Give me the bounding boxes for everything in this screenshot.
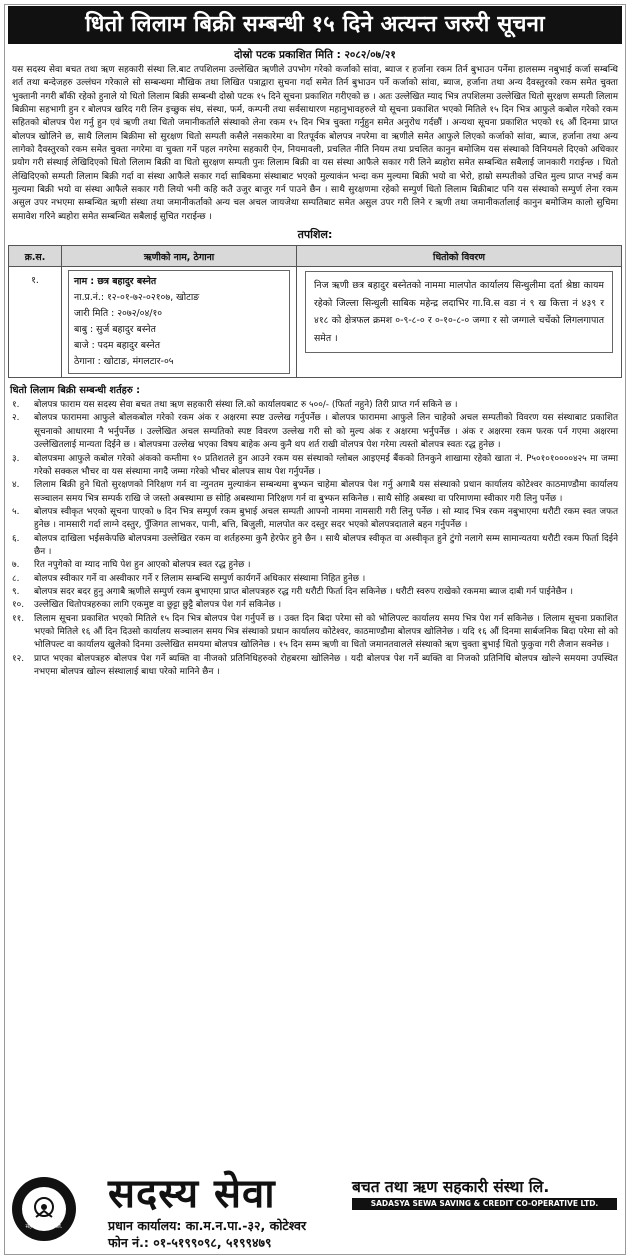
citizenship-number: ना.प्र.नं.: १२-०१-७२-०२१०७, खोटाङ [74,292,200,304]
footer [12,1171,618,1251]
list-item [12,412,618,452]
term-number: ६. [12,533,20,544]
borrower-cell [62,267,297,378]
list-item [12,573,618,586]
term-text: बोलपत्र दाखिला भईसकेपछि बोलपत्रमा उल्लेखित रकम वा शर्तहरुमा कुनै हेरफेर हुने छैन । साथै बोलपत्र स्वीकृत वा अस्वीकृत हुने टुंगो नलागे सम्म सामान्यतया धरौटी रकम फिर्ता दिईने छैन । [34,533,618,557]
logo-text: सहकारी संस्था लि. [25,1224,63,1230]
list-item [12,453,618,480]
collateral-description: निज ऋणी छत्र बहादुर बस्नेतको नाममा मालपोत कार्यालय सिन्धुलीमा दर्ता श्रेष्ठा कायम रहेको जिल्ला सिन्धुली साबिक महेन्द्र लदाभिर गा.वि.स वडा नं ९ ख कित्ता नं ४३९ र ४१८ को क्षेत्रफल क्रमश ०-९-८-० र ०-१०-८-० जग्गा र सो जग्गाले चर्चेको लिगलगापात समेत । [305,271,613,353]
publication-date: दोस्रो पटक प्रकाशित मिति : २०८२/०७/२१ [234,49,396,61]
brand-english: SADASYA SEWA SAVING & CREDIT CO-OPERATIVE LTD. [352,1198,617,1210]
term-number: १२. [12,653,25,664]
term-text: लिलाम बिक्री हुने धितो सुरक्षणको निरिक्षण गर्न वा न्युनतम मुल्याकंन सम्बन्धमा बुभ्फन चाहेमा बोलपत्र पेश गर्नु अगाबै यस संस्थाको प्रधान कार्यालय कोटेश्वर काठमाण्डौमा कार्यालय सञ्चालन समय भित्र सम्पर्क राखि जे जस्तो अबस्थामा छ सोहि अबस्थामा निरिक्षण गर्न वा बुभ्फन सकिनेछ । साथै सोहि अबस्था वा परिमाणमा स्वीकार गरी लिनु पर्नेछ । [34,480,618,504]
terms-title: धितो लिलाम बिक्री सम्बन्धी शर्तहरु : [10,385,141,397]
term-number: १०. [12,600,25,611]
list-item [12,599,618,612]
grandfather-name: बाजे : पदम बहादुर बस्नेत [74,340,161,352]
issue-date: जारी मिति : २०७२/०४/१० [74,308,163,320]
list-item [12,559,618,572]
terms-list [8,399,622,679]
term-number: ८. [12,573,20,584]
term-number: ९. [12,586,20,597]
term-text: रित नपुगेको वा म्याद नाघि पेश हुन आएको बोलपत्र स्वत रद्ध हुनेछ । [34,560,251,571]
term-number: ११. [12,613,25,624]
term-number: ७. [12,560,20,571]
brand-subtitle: बचत तथा ऋण सहकारी संस्था लि. [352,1178,550,1196]
phone-numbers: फोन नं.: ०१-५१९९०९८, ५१९९४७९ [108,1235,272,1250]
term-text: बोलपत्रमा आफुले कबोल गरेको अंकको कम्तीमा १० प्रतिशतले हुन आउने रकम यस संस्थाको ग्लोबल आइएमई बैंकको तिनकुने शाखामा रहेको खाता नं. P५०१०१००००४२५ मा जम्मा गरेको सक्कल भौचर वा यस संस्थामा नगदै जम्मा गरेको भौचर बोलपत्र साथ पेश गर्नुपर्नेछ । [34,453,618,477]
term-text: प्राप्त भएका बोलपत्रहरु बोलपत्र पेश गर्ने ब्यक्ति वा नीजको प्रतिनिधिहरुको रोहबरमा खोलिनेछ । यदी बोलपत्र पेश गर्ने ब्यक्ति वा निजको प्रतिनिधि बोलपत्र खोल्ने समयमा उपस्थित नभएमा बोलपत्र खोल्न संस्थालाई बाधा परेको मानिने छैन । [34,653,618,677]
notice-title: धितो लिलाम बिक्री सम्बन्धी १५ दिने अत्यन्त जरुरी सूचना [8,6,622,44]
serial-cell: १. [9,267,62,378]
details-table [8,245,622,378]
col-borrower: ऋणीको नाम, ठेगाना [62,246,297,267]
details-header-row [9,246,622,267]
term-text: बोलपत्र स्वीकार गर्ने वा अस्वीकार गर्ने र लिलाम सम्बन्धि सम्पुर्ण कार्यगर्ने अधिकार संस्थामा निहित हुनेछ । [34,573,366,584]
term-number: १. [12,400,20,411]
term-number: ५. [12,506,20,517]
head-office-address: प्रधान कार्यालय: का.म.न.पा.-३२, कोटेश्वर [108,1218,307,1233]
term-number: ३. [12,453,20,464]
term-text: बोलपत्र स्वीकृत भएको सूचना पाएको ७ दिन भित्र सम्पुर्ण रकम बुभाई अचल सम्पती आफ्नो नाममा नामसारी गरी लिनु पर्नेछ । सो म्याद भित्र रकम नबुभाएमा धरौटी रकम स्वत जफत हुनेछ । नामसारी गर्दा लाग्ने दस्तुर, पुँजिगत लाभकर, पानी, बत्ति, बिजुली, मालपोत कर दस्तुर सदर भएको बोलपत्रदाताले बहन गर्नुपर्नेछ । [34,506,618,531]
list-item [12,399,618,412]
list-item [12,613,618,653]
list-item [12,653,618,680]
brand-name: सदस्य सेवा [108,1171,276,1217]
father-name: बाबु : सुर्ज बहादुर बस्नेत [74,324,156,336]
collateral-cell [297,267,622,378]
term-number: २. [12,413,20,424]
list-item [12,586,618,599]
term-text: बोलपत्र सदर बदर हुनु अगाबै ऋणीले सम्पुर्ण रकम बुभाएमा प्राप्त बोलपत्रहरु रद्ध गरी धरौटी फिर्ता दिन सकिनेछ । धरौटी स्वरुप राखेको रकममा ब्याज दाबी गर्न पाईनेछैन । [34,586,574,597]
intro-paragraph: यस सदस्य सेवा बचत तथा ऋण सहकारी संस्था लि.बाट तपशिलमा उल्लेखित ऋणीले उपभोग गरेको कर्जाको सांवा, ब्याज र हर्जाना रकम तिर्न बुभाउन पर्नेमा हालसम्म नबुभाई कर्जा सम्बन्धि शर्त तथा बन्देजहरु उल्लंघन गरेकाले सो सम्बन्धमा मौखिक तथा लिखित पत्राद्वारा सुचना गर्दा समेत तिर्न बुभाउन पर्ने कर्जाको सांवा, ब्याज, हर्जाना तथा अन्य दैवस्तुरको रकम समेत चुक्ता भुक्तानी नगरी बाँकी रहेको हुनाले यो धितो लिलाम बिक्री सम्बन्धी दोस्रो पटक १५ दिने सूचना प्रकाशित गरीएको छ । अतः उल्लेखित म्याद भित्र तपशिलमा उल्लेखित धितो सुरक्षण सम्पती लिलाम बिक्रीमा सहभागी हुन र बोलपत्र खरिद गरी लिन इच्छुक संघ, संस्था, फर्म, कम्पनी तथा सर्वसाधारण महानुभावहरुले यो सूचना प्रकाशित भएको मितिले १५ दिन भित्र आफुले कबोल गरेको रकम सहितको बोलपत्र पेश गर्नु हुन एवं ऋणी तथा धितो जमानीकर्तालेे संस्थाको लेना रकम १५ दिन भित्र चुक्ता गर्नुहुन समेत अनुरोध गर्दछौं । अन्यथा सूचना प्रकाशित भएको १६ औं दिनमा प्राप्त बोलपत्र खोलिने छ, साथै लिलाम बिक्रीमा सो सुरक्षण धितो सम्पती कसैले नसकारेमा वा रितपूर्वक बोलपत्र नपरेमा वा ऋणीले समेत आफुले लिएको कर्जाको सांवा, ब्याज, हर्जाना तथा अन्य लागेको दैवस्तुरको रकम समेत चुक्ता नगरेमा वा चुक्ता गर्ने पहल नगरेमा सहकारी ऐन, नियमावली, प्रचलित नीति नियम तथा प्रचलित कानुन बमोजिम यस संस्थाको विनियमले दिएको अधिकार प्रयोग गरी संस्थाई लेखिदिएको धितो लिलाम बिक्री वा धितो सुरक्षण सम्पती पुनः लिलाम बिक्री वा यस संस्था आफैले सकार गरी लिने ब्यहोरा समेत सम्बन्धित सबैलाई जानकारी गराईन्छ । धितो लेखिदिएको सम्पती लिलाम बिक्री गर्दा वा संस्था आफैले सकार गर्दा साबिकमा संस्थाबाट भएको मुल्याकंन भन्दा कम मुल्यमा बिक्री भयो वा भेरो, हाम्रो सम्पतीको उचित मुल्य प्राप्त नभई कम मुल्यमा बिक्री भयो वा संस्था आफैले सकार गरी लियो भनी कहि कतै उजुर बाजुर गर्न पाउने छैन । साथै सुरक्षणमा रहेको सम्पुर्ण धितो लिलाम बिक्रीबाट पनि यस संस्थाको सम्पुर्ण लेना रकम असुल उपर नभएमा सम्बन्धित ऋणी संस्था तथा जमानीकर्ताको अन्य चल अचल जायजेथा सम्पतिबाट समेत असुल उपर गरी लिने र ऋणी तथा जमानीकर्तालाई कानुन बमोजिम कालो सुचिमा समावेश गरिने ब्यहोरा समेत सम्बन्धित सबैलाई सुचित गराईन्छ । [12,65,618,222]
list-item [12,506,618,533]
col-serial: क्र.स. [9,246,62,267]
cooperative-logo [12,1177,76,1241]
term-text: बोलपत्र फाराम यस सदस्य सेवा बचत तथा ऋण सहकारी संस्था लि.को कार्यालयबाट रु ५००/- (फिर्ता नहुने) तिरी प्राप्त गर्न सकिने छ । [34,400,458,411]
term-text: बोलपत्र फाराममा आफुले बोलकबोल गरेको रकम अंक र अक्षरमा स्पष्ट उल्लेख गर्नुपर्नेछ । बोलपत्र फाराममा आफुले लिन चाहेको अचल सम्पतीको विवरण यस संस्थाबाट प्रकाशित सूचनाको आधारमा नै भर्नुपर्नेछ । उल्लेखित अचल सम्पतिको स्पष्ट विवरण उल्लेख गरी सो को मुल्य अंक र अक्षरमा भर्नुपर्नेछ । अंक र अक्षरमा रकम फरक पर्न गएमा अक्षरमा उल्लेखितलाई मान्यता दिईने छ । बोलपत्रमा उल्लेख भएका विषय बाहेक अन्य कुनै थप शर्त राखी वोलपत्र पेश गरेमा त्यस्तो बोलपत्र स्वतः रद्ध हुनेछ । [34,413,618,451]
term-text: लिलाम सूचना प्रकाशित भएको मितिले १५ दिन भित्र बोलपत्र पेश गर्नुपर्ने छ । उक्त दिन बिदा परेमा सो को भोलिपल्ट कार्यालय समय भित्र पेश गर्न सकिनेछ । लिलाम सूचना प्रकाशित भएको मितिले १६ औं दिन दिउसो कार्यालय सञ्चालन समय भित्र संस्थाको प्रधान कार्यालय कोटेश्वर, काठमाण्डौमा बोलपत्र खोलिनेछ । यदि १६ औं दिनमा सार्बजनिक बिदा परेमा सो को भोलिपल्ट वा कार्यालय खुलेको दिनमा उल्लेखित समयमा बोलपत्र खोलिनेछ । १५ दिन सम्म ऋणी वा धितो जमानतवालले संस्थाको ऋण चुक्ता बुभाई धितो फुकुवा गरी लैजान सक्नेछ । [34,613,618,651]
term-text: उल्लेखित धितोपत्रहरुका लागि एकमुष्ट वा छुट्टा छुट्टै बोलपत्र पेश गर्न सकिनेछ । [34,600,282,611]
borrower-box [68,270,290,374]
term-number: ४. [12,480,20,491]
borrower-name: नाम : छत्र बहादुर बस्नेत [74,276,157,288]
borrower-address: ठेगाना : खोटाङ, मंगलटार-०५ [74,356,174,368]
list-item [12,533,618,560]
list-item [12,479,618,506]
col-collateral: धितोको विवरण [297,246,622,267]
details-title: तपशिल: [297,228,333,242]
table-row [9,267,622,378]
